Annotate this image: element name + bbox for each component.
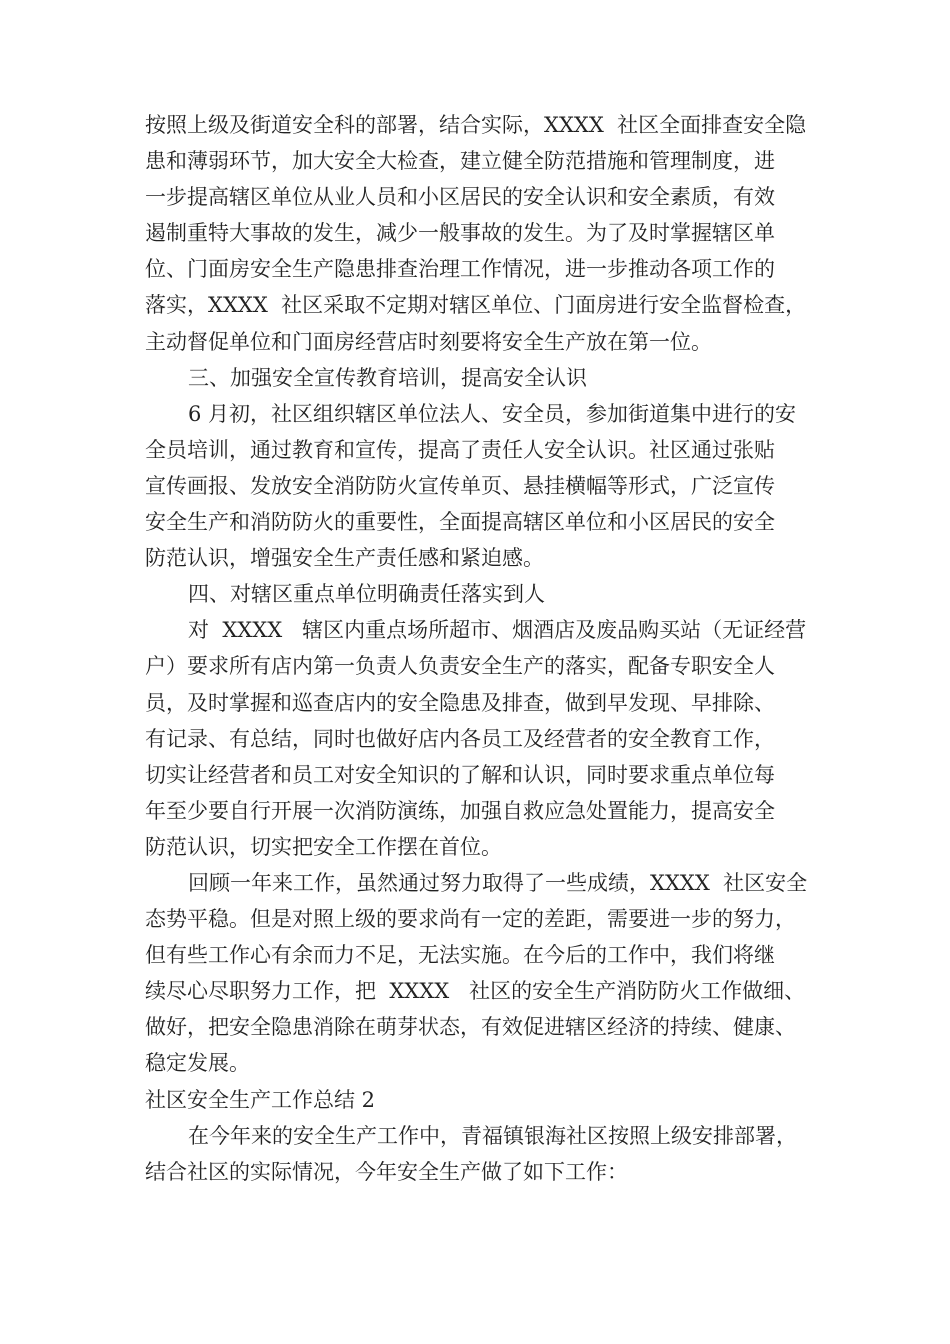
section-heading-3: 三、加强安全宣传教育培训，提高安全认识 [188,365,587,390]
text-line: 遏制重特大事故的发生，减少一般事故的发生。为了及时掌握辖区单 [145,221,775,246]
text-line: 安全生产和消防防火的重要性，全面提高辖区单位和小区居民的安全 [145,510,775,535]
text-line: 做好，把安全隐患消除在萌芽状态，有效促进辖区经济的持续、健康、 [145,1015,796,1040]
paragraph-safety-inspection [145,107,815,360]
text-line: 全员培训，通过教育和宣传，提高了责任人安全认识。社区通过张贴 [145,437,775,462]
document-page [145,107,815,1190]
text-line: 员，及时掌握和巡查店内的安全隐患及排查，做到早发现、早排除、 [145,690,775,715]
text-line: 户）要求所有店内第一负责人负责安全生产的落实，配备专职安全人 [145,654,775,679]
text-line: 切实让经营者和员工对安全知识的了解和认识，同时要求重点单位每 [145,762,775,787]
text-line: 6 月初，社区组织辖区单位法人、安全员，参加街道集中进行的安 [188,401,797,426]
text-line: 落实，XXXX 社区采取不定期对辖区单位、门面房进行安全监督检查， [145,293,807,318]
text-line: 主动督促单位和门面房经营店时刻要将安全生产放在第一位。 [145,329,712,354]
text-line: 按照上级及街道安全科的部署，结合实际，XXXX 社区全面排查安全隐 [145,113,807,137]
text-line: 态势平稳。但是对照上级的要求尚有一定的差距，需要进一步的努力， [145,907,796,932]
text-line: 年至少要自行开展一次消防演练，加强自救应急处置能力，提高安全 [145,798,775,823]
text-line: 在今年来的安全生产工作中，青福镇银海社区按照上级安排部署， [188,1123,797,1148]
text-line: 稳定发展。 [145,1051,250,1076]
text-line: 患和薄弱环节，加大安全大检查，建立健全防范措施和管理制度，进 [145,149,775,174]
text-line: 一步提高辖区单位从业人员和小区居民的安全认识和安全素质，有效 [145,185,775,210]
paragraph-responsibility [145,612,815,865]
text-line: 宣传画报、发放安全消防防火宣传单页、悬挂横幅等形式，广泛宣传 [145,473,775,498]
text-line: 防范认识，增强安全生产责任感和紧迫感。 [145,546,544,571]
section-title: 社区安全生产工作总结 2 [145,1087,376,1112]
text-line: 有记录、有总结，同时也做好店内各员工及经营者的安全教育工作， [145,726,775,751]
text-line: 位、门面房安全生产隐患排查治理工作情况，进一步推动各项工作的 [145,257,775,282]
paragraph-training [145,396,815,576]
text-line: 结合社区的实际情况，今年安全生产做了如下工作： [145,1159,628,1184]
section-heading-4: 四、对辖区重点单位明确责任落实到人 [188,582,545,607]
text-line: 回顾一年来工作，虽然通过努力取得了一些成绩，XXXX 社区安全 [188,870,808,895]
text-line: 续尽心尽职努力工作，把 XXXX 社区的安全生产消防防火工作做细、 [145,979,806,1004]
paragraph-review [145,865,815,1082]
text-line: 防范认识，切实把安全工作摆在首位。 [145,834,502,859]
paragraph-intro-2 [145,1118,815,1190]
text-line: 对 XXXX 辖区内重点场所超市、烟酒店及废品购买站（无证经营 [188,618,807,643]
text-line: 但有些工作心有余而力不足，无法实施。在今后的工作中，我们将继 [145,943,775,968]
